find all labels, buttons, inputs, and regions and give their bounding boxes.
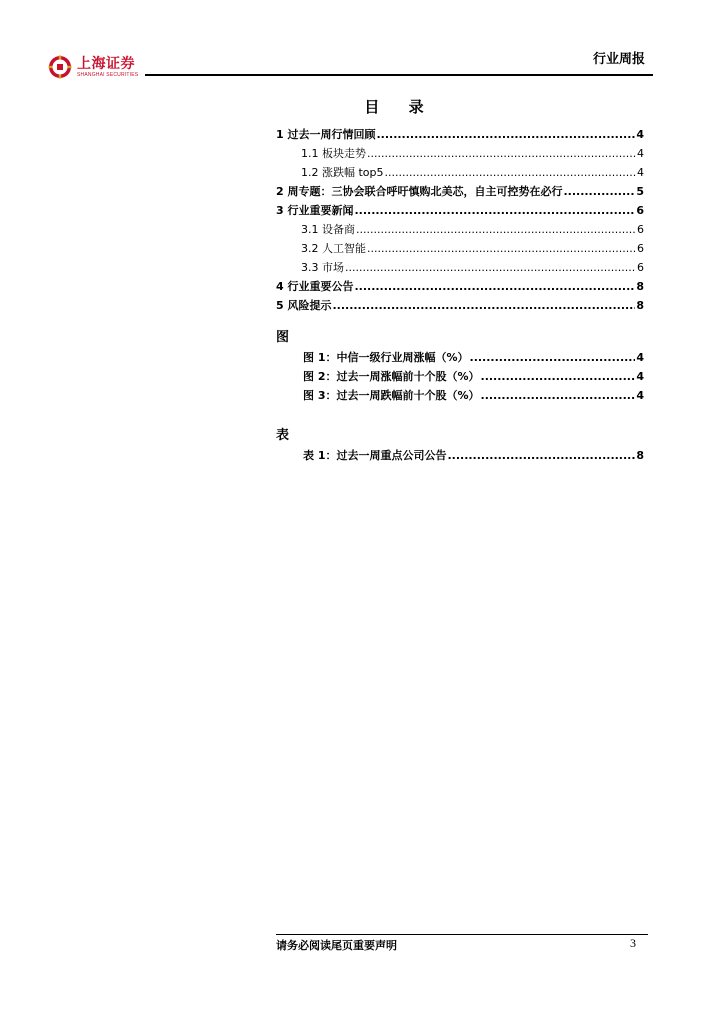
dot-leader: [367, 144, 636, 163]
figure-entry-3[interactable]: 图 3：过去一周跌幅前十个股（%） ..... 4: [276, 386, 644, 405]
toc-entry-1-1[interactable]: 1.1 板块走势 ..... 4: [276, 144, 644, 163]
tables-heading: 表: [276, 428, 290, 443]
logo-chinese-name: 上海证券: [77, 55, 135, 72]
toc-entry-4[interactable]: 4 行业重要公告 ..... 8: [276, 277, 644, 296]
table-entry-1[interactable]: 表 1：过去一周重点公司公告 ..... 8: [276, 446, 644, 465]
dot-leader: [354, 201, 635, 220]
page-header: [0, 0, 724, 80]
dot-leader: [332, 296, 635, 315]
dot-leader: [367, 239, 636, 258]
logo-emblem-icon: [48, 55, 72, 79]
toc-entry-1[interactable]: 1 过去一周行情回顾 ..... 4: [276, 125, 644, 144]
toc-title: 目 录: [364, 98, 436, 116]
toc-entry-3-3[interactable]: 3.3 市场 ..... 6: [276, 258, 644, 277]
dot-leader: [481, 367, 636, 386]
dot-leader: [447, 446, 635, 465]
figure-entry-2[interactable]: 图 2：过去一周涨幅前十个股（%） ..... 4: [276, 367, 644, 386]
dot-leader: [385, 163, 636, 182]
page-number: 3: [630, 936, 636, 950]
footer-divider: [276, 934, 648, 935]
dot-leader: [470, 348, 636, 367]
figure-entry-1[interactable]: 图 1：中信一级行业周涨幅（%） ..... 4: [276, 348, 644, 367]
toc-entry-3-1[interactable]: 3.1 设备商 ..... 6: [276, 220, 644, 239]
logo-english-name: SHANGHAI SECURITIES: [77, 71, 139, 78]
table-of-contents: [276, 125, 644, 465]
figures-heading: 图: [276, 330, 290, 345]
toc-entry-5[interactable]: 5 风险提示 ..... 8: [276, 296, 644, 315]
disclaimer-note: 请务必阅读尾页重要声明: [276, 939, 397, 952]
toc-entry-3[interactable]: 3 行业重要新闻 ..... 6: [276, 201, 644, 220]
dot-leader: [481, 386, 636, 405]
toc-entry-1-2[interactable]: 1.2 涨跌幅 top5 ..... 4: [276, 163, 644, 182]
dot-leader: [345, 258, 636, 277]
dot-leader: [354, 277, 635, 296]
company-logo: [48, 55, 138, 79]
report-type-label: 行业周报: [592, 52, 645, 67]
header-divider: [145, 74, 653, 76]
dot-leader: [356, 220, 636, 239]
dot-leader: [376, 125, 635, 144]
toc-entry-3-2[interactable]: 3.2 人工智能 ..... 6: [276, 239, 644, 258]
dot-leader: [563, 182, 635, 201]
toc-entry-2[interactable]: 2 周专题：三协会联合呼吁慎购北美芯，自主可控势在必行 ..... 5: [276, 182, 644, 201]
